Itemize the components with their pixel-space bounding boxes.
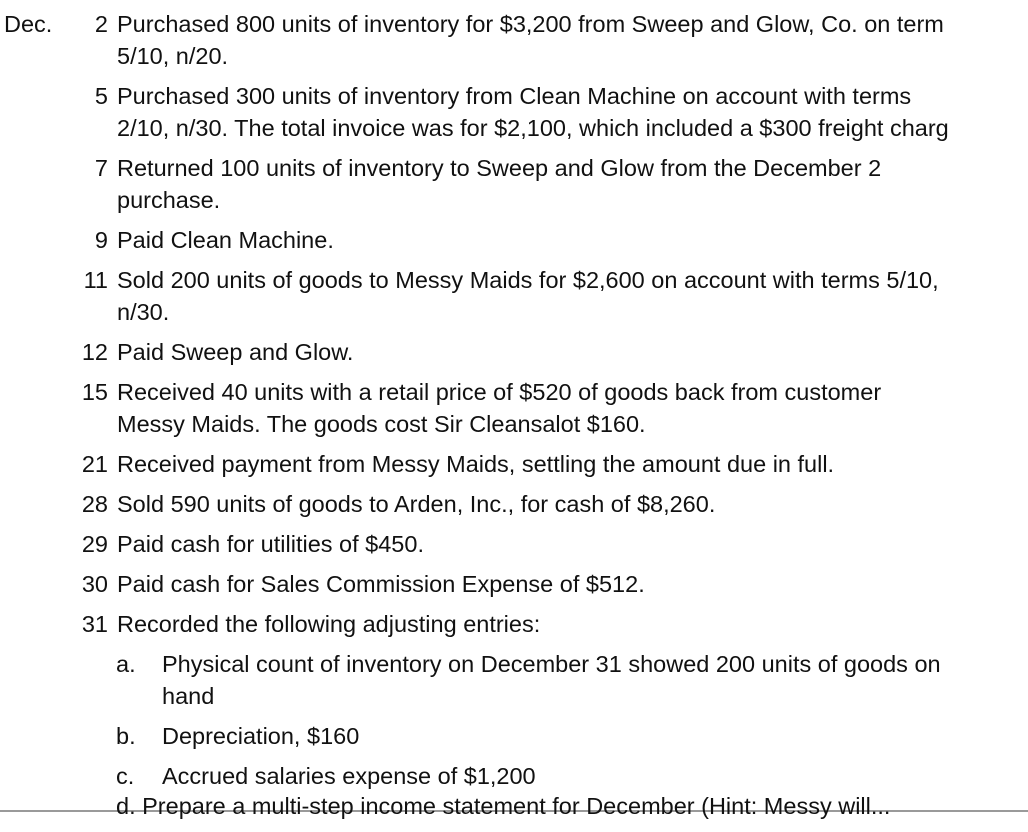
transaction-line: Recorded the following adjusting entries: [117, 611, 541, 637]
transaction-entry [0, 488, 1028, 520]
adjustment-line: Depreciation, $160 [162, 723, 360, 749]
adjustment-letter: c. [116, 763, 135, 789]
month-label: Dec. [4, 11, 53, 37]
transaction-text [117, 488, 1028, 520]
transaction-text [117, 528, 1028, 560]
transaction-line: Received 40 units with a retail price of $520 of goods back from customer [117, 379, 882, 405]
transaction-text [117, 376, 1028, 440]
transaction-entry [0, 224, 1028, 256]
adjustment-text [162, 648, 1028, 712]
transaction-day: 31 [81, 611, 108, 637]
transaction-day: 12 [81, 339, 108, 365]
transaction-line: Purchased 300 units of inventory from Clean Machine on account with terms [117, 83, 912, 109]
transaction-line: Received payment from Messy Maids, settling the amount due in full. [117, 451, 835, 477]
adjustment-entry [0, 720, 1028, 752]
transaction-text [117, 608, 1028, 640]
transaction-entry [0, 336, 1028, 368]
transaction-day: 5 [94, 83, 108, 109]
transaction-line: Sold 590 units of goods to Arden, Inc., for cash of $8,260. [117, 491, 716, 517]
transaction-entry [0, 8, 1028, 72]
transaction-entry [0, 152, 1028, 216]
transaction-line: Paid Clean Machine. [117, 227, 334, 253]
transaction-line: 5/10, n/20. [117, 43, 229, 69]
transaction-text [117, 80, 1028, 144]
transaction-line: Returned 100 units of inventory to Sweep and Glow from the December 2 [117, 155, 882, 181]
transaction-text [117, 336, 1028, 368]
transaction-text [117, 568, 1028, 600]
adjustment-text [162, 760, 1028, 792]
transaction-list [0, 8, 1028, 800]
transaction-line: Messy Maids. The goods cost Sir Cleansalot $160. [117, 411, 646, 437]
transaction-day: 2 [94, 11, 108, 37]
transaction-line: purchase. [117, 187, 221, 213]
adjustment-line: Physical count of inventory on December 31 showed 200 units of goods on [162, 651, 941, 677]
transaction-text [117, 8, 1028, 72]
transaction-day: 29 [81, 531, 108, 557]
transaction-text [117, 448, 1028, 480]
transaction-day: 21 [81, 451, 108, 477]
transaction-text [117, 224, 1028, 256]
transaction-line: Paid Sweep and Glow. [117, 339, 354, 365]
transaction-text [117, 152, 1028, 216]
transaction-line: 2/10, n/30. The total invoice was for $2,100, which included a $300 freight charg [117, 115, 949, 141]
cutoff-text-line [116, 793, 976, 832]
adjustment-text [162, 720, 1028, 752]
transaction-line: Paid cash for Sales Commission Expense of $512. [117, 571, 645, 597]
transaction-entry [0, 528, 1028, 560]
adjustment-letter: b. [116, 723, 136, 749]
adjustment-letter: a. [116, 651, 136, 677]
transaction-day: 28 [81, 491, 108, 517]
transaction-entry [0, 448, 1028, 480]
transaction-text [117, 264, 1028, 328]
transaction-entry [0, 80, 1028, 144]
transaction-entry [0, 568, 1028, 600]
adjustment-line: hand [162, 683, 215, 709]
adjustment-entry [0, 648, 1028, 712]
transaction-line: n/30. [117, 299, 170, 325]
transaction-line: Paid cash for utilities of $450. [117, 531, 424, 557]
transaction-line: Purchased 800 units of inventory for $3,200 from Sweep and Glow, Co. on term [117, 11, 944, 37]
transaction-entry [0, 608, 1028, 640]
transaction-entry [0, 264, 1028, 328]
transaction-day: 30 [81, 571, 108, 597]
transaction-entry [0, 376, 1028, 440]
adjustment-entry [0, 760, 1028, 792]
cutoff-text: d. Prepare a multi-step income statement for December (Hint: Messy will... [116, 793, 891, 819]
transaction-day: 9 [94, 227, 108, 253]
transaction-day: 7 [94, 155, 108, 181]
transaction-day: 15 [81, 379, 108, 405]
transaction-line: Sold 200 units of goods to Messy Maids for $2,600 on account with terms 5/10, [117, 267, 939, 293]
adjustment-line: Accrued salaries expense of $1,200 [162, 763, 536, 789]
transaction-day: 11 [83, 267, 108, 293]
